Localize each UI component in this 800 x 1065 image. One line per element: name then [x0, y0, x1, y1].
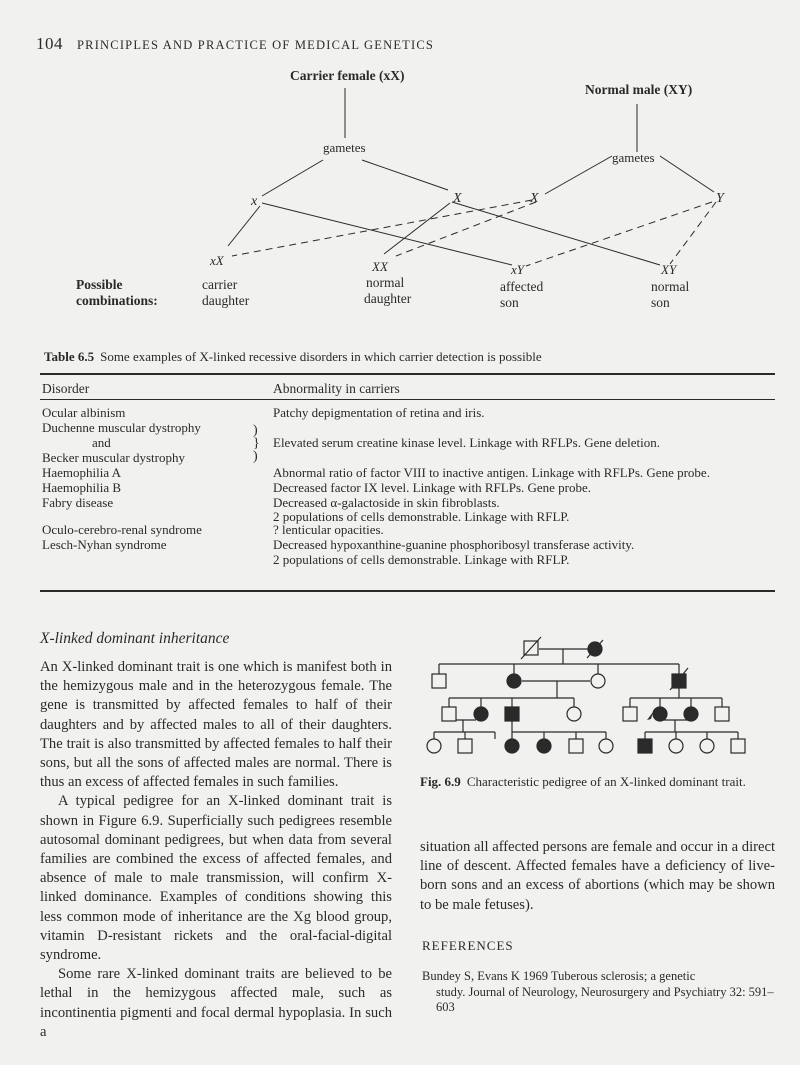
female-gametes-label: gametes	[323, 140, 366, 155]
table-header-disorder: Disorder	[42, 381, 90, 396]
gen3-male-1	[442, 707, 456, 721]
gen3-female-affected-1	[474, 707, 488, 721]
gen2-male	[432, 674, 446, 688]
gen3-male-affected	[505, 707, 519, 721]
figure-caption-text: Characteristic pedigree of an X-linked dominant trait.	[466, 774, 746, 789]
paragraph-1: An X-linked dominant trait is one which is manifest both in the hemizygous male and in the heterozygous female. The gene is transmitted by affected females to half of their daughters and by affected males to all of their daughters. The trait is also transmitted by affected females to half their sons, but all the sons of affected males are normal. There is thus an excess of affected females in such families.	[40, 659, 392, 791]
carrier-female-label: Carrier female (xX)	[290, 68, 405, 83]
line-X-to-XY	[452, 202, 660, 265]
gamete-X-maternal-label: X	[453, 191, 462, 206]
gamete-x-label: x	[251, 194, 258, 209]
gen4-male-3	[731, 739, 745, 753]
reference-rest: study. Journal of Neurology, Neurosurgery and Psychiatry 32: 591–603	[436, 984, 774, 1014]
normal-male-label: Normal male (XY)	[585, 82, 693, 97]
gen3-female-1	[567, 707, 581, 721]
table-label: Table 6.5	[44, 349, 95, 364]
reference-item	[422, 969, 780, 1016]
genotype-xY: xY	[511, 262, 524, 277]
table-header-abnormality: Abnormality in carriers	[273, 381, 400, 396]
disorder-haemophilia-b: Haemophilia B	[42, 480, 122, 495]
gen4-female-4	[700, 739, 714, 753]
line-Y-to-xY	[526, 202, 712, 266]
table-top-rule	[40, 373, 775, 375]
outcome-1-line2: daughter	[202, 293, 250, 308]
outcome-4-line1: normal	[651, 279, 690, 294]
table-bottom-rule	[40, 590, 775, 592]
figure-caption	[420, 774, 780, 790]
possible-label-line2: combinations:	[76, 293, 158, 308]
table-caption	[44, 349, 542, 365]
table-header-rule	[40, 399, 775, 400]
pedigree-figure	[420, 630, 780, 760]
outcome-2-line1: normal	[366, 275, 405, 290]
female-gamete-line-X	[362, 160, 448, 190]
abnormality-fabry-2: 2 populations of cells demonstrable. Linkage with RFLP.	[273, 509, 570, 524]
outcome-2-line2: daughter	[364, 291, 412, 306]
table-brace: ) } )	[253, 423, 260, 464]
running-title: PRINCIPLES AND PRACTICE OF MEDICAL GENETICS	[77, 38, 435, 52]
disorder-fabry: Fabry disease	[42, 495, 114, 510]
gen3-female-affected-2	[684, 707, 698, 721]
gen4-male-2	[569, 739, 583, 753]
gen4-female-1	[427, 739, 441, 753]
outcome-4-line2: son	[651, 295, 670, 310]
outcome-3-line2: son	[500, 295, 519, 310]
gen4-female-affected-1	[505, 739, 519, 753]
genotype-XY: XY	[661, 262, 677, 277]
line-x-to-xX	[228, 206, 260, 246]
proband-arrow-icon	[647, 712, 653, 720]
disorder-and: and	[92, 435, 111, 450]
abnormality-duchenne-becker: Elevated serum creatine kinase level. Linkage with RFLPs. Gene deletion.	[273, 435, 660, 450]
gen4-female-3	[669, 739, 683, 753]
abnormality-oculo-cerebro-renal: ? lenticular opacities.	[273, 522, 384, 537]
running-header	[36, 34, 434, 54]
page-number: 104	[36, 34, 63, 53]
gen2-female-affected	[507, 674, 521, 688]
disorder-becker: Becker muscular dystrophy	[42, 450, 185, 465]
abnormality-haemophilia-b: Decreased factor IX level. Linkage with RFLPs. Gene probe.	[273, 480, 592, 495]
abnormality-haemophilia-a: Abnormal ratio of factor VIII to inactive antigen. Linkage with RFLPs. Gene probe.	[273, 465, 710, 480]
reference-first-line: Bundey S, Evans K 1969 Tuberous sclerosis; a genetic	[422, 969, 696, 983]
disorder-haemophilia-a: Haemophilia A	[42, 465, 122, 480]
gen4-female-affected-2	[537, 739, 551, 753]
outcome-1-line1: carrier	[202, 277, 238, 292]
gen3-male-3	[715, 707, 729, 721]
male-gametes-label: gametes	[612, 150, 655, 165]
references-heading: REFERENCES	[422, 938, 514, 953]
gen2-female	[591, 674, 605, 688]
left-column-text	[40, 658, 392, 1042]
paragraph-2: A typical pedigree for an X-linked dominant trait is shown in Figure 6.9. Superficially such pedigrees resemble autosomal dominant pedigrees, but when data from several families are combined the excess of affected females, and absence of male to male transmission, will confirm X-linked dominance. Examples of conditions showing this less common mode of inheritance are the Xg blood group, vitamin D-resistant rickets and the oral-facial-digital syndrome.	[40, 793, 392, 964]
disorder-oculo-cerebro-renal: Oculo-cerebro-renal syndrome	[42, 522, 202, 537]
male-gamete-line-X	[545, 156, 612, 194]
line-X-to-XX	[384, 203, 450, 254]
female-gamete-line-x	[262, 160, 323, 196]
line-Y-to-XY	[670, 202, 716, 264]
outcome-3-line1: affected	[500, 279, 544, 294]
gamete-X-paternal-label: X	[530, 191, 539, 206]
abnormality-ocular-albinism: Patchy depigmentation of retina and iris.	[273, 405, 485, 420]
line-Xp-to-xX	[232, 200, 532, 256]
paragraph-3: Some rare X-linked dominant traits are believed to be lethal in the hemizygous affected male, such as incontinentia pigmenti and focal dermal hypoplasia. In such a	[40, 966, 392, 1040]
disorder-lesch-nyhan: Lesch-Nyhan syndrome	[42, 537, 167, 552]
right-column-text: situation all affected persons are female and occur in a direct line of descent. Affected females have a deficiency of live-born sons and an excess of abortions (which may be shown to be male fetuses).	[420, 839, 775, 913]
table-caption-text: Some examples of X-linked recessive disorders in which carrier detection is possible	[100, 349, 542, 364]
disorder-duchenne: Duchenne muscular dystrophy	[42, 420, 201, 435]
abnormality-lesch-nyhan-1: Decreased hypoxanthine-guanine phosphoribosyl transferase activity.	[273, 537, 635, 552]
disorder-ocular-albinism: Ocular albinism	[42, 405, 126, 420]
gen4-female-2	[599, 739, 613, 753]
gamete-Y-label: Y	[716, 191, 724, 206]
male-gamete-line-Y	[660, 156, 714, 192]
gen3-female-proband	[653, 707, 667, 721]
abnormality-lesch-nyhan-2: 2 populations of cells demonstrable. Linkage with RFLP.	[273, 552, 570, 567]
abnormality-fabry-1: Decreased α-galactoside in skin fibroblasts.	[273, 495, 500, 510]
figure-label: Fig. 6.9	[420, 774, 461, 789]
gen3-male-2	[623, 707, 637, 721]
gen4-male-1	[458, 739, 472, 753]
x-linked-crossing-diagram	[0, 60, 800, 320]
genotype-XX: XX	[372, 259, 388, 274]
genotype-xX: xX	[210, 253, 224, 268]
line-x-to-xY	[262, 203, 512, 265]
gen4-male-affected	[638, 739, 652, 753]
possible-label-line1: Possible	[76, 277, 123, 292]
section-heading: X-linked dominant inheritance	[40, 630, 230, 647]
